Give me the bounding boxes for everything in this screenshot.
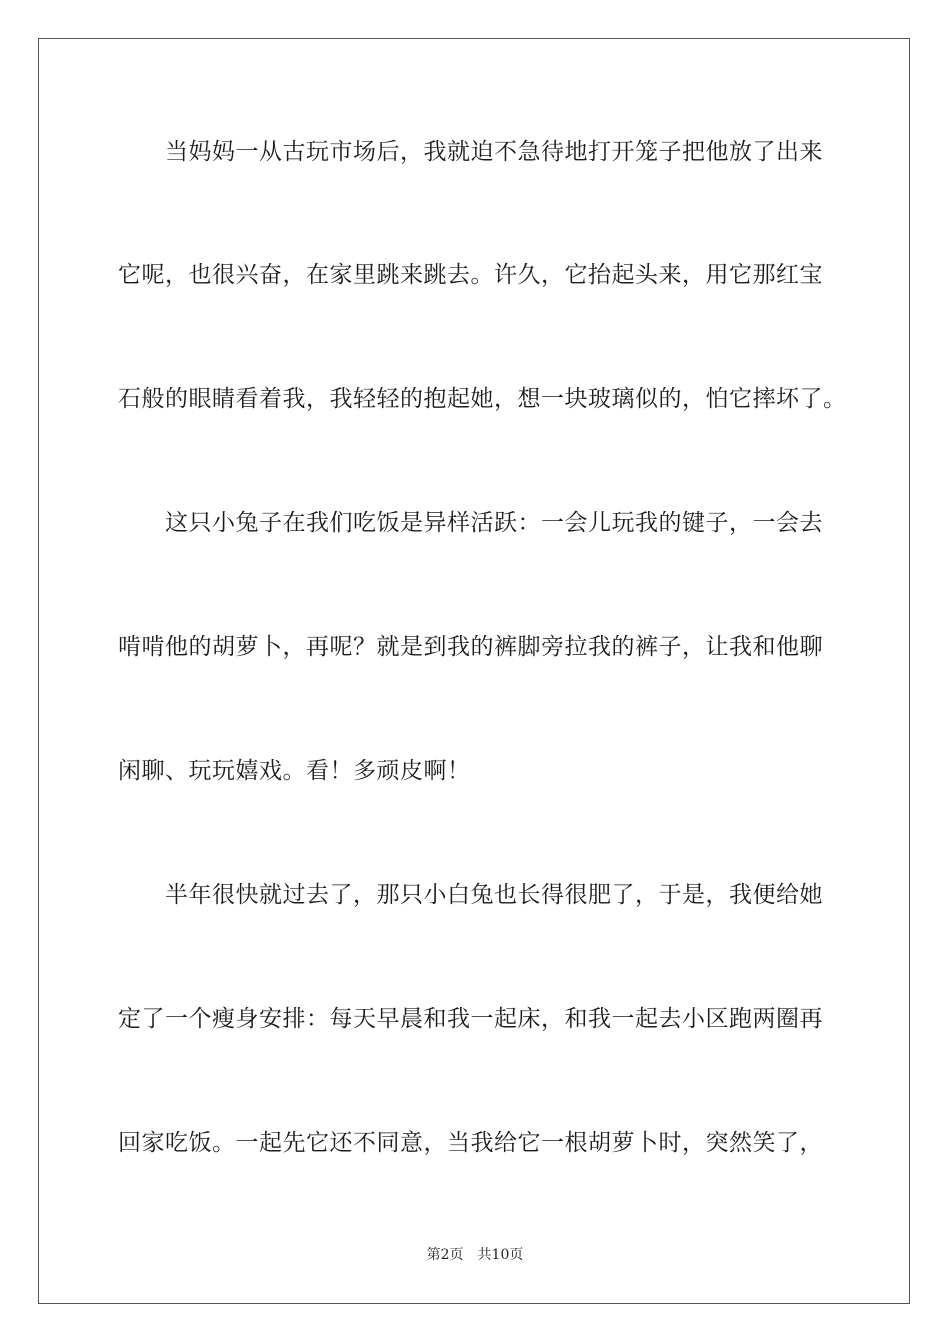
page-number: 第2页: [426, 1247, 464, 1263]
paragraph-line: 啃啃他的胡萝卜，再呢？就是到我的裤脚旁拉我的裤子，让我和他聊: [118, 634, 823, 660]
page-footer: [0, 1246, 950, 1264]
page-border: [38, 38, 910, 1304]
paragraph-line: 定了一个瘦身安排：每天早晨和我一起床，和我一起去小区跑两圈再: [118, 1006, 823, 1032]
paragraph-line: 这只小兔子在我们吃饭是异样活跃：一会儿玩我的键子，一会去: [165, 510, 823, 536]
paragraph-line: 回家吃饭。一起先它还不同意，当我给它一根胡萝卜时，突然笑了，: [118, 1130, 823, 1156]
paragraph-line: 闲聊、玩玩嬉戏。看！多顽皮啊！: [118, 758, 471, 784]
paragraph-line: 它呢，也很兴奋，在家里跳来跳去。许久，它抬起头来，用它那红宝: [118, 262, 823, 288]
paragraph-line: 石般的眼睛看着我，我轻轻的抱起她，想一块玻璃似的，怕它摔坏了。: [118, 386, 847, 412]
paragraph-line: 当妈妈一从古玩市场后，我就迫不急待地打开笼子把他放了出来: [165, 139, 823, 165]
page-total: 共10页: [477, 1247, 524, 1263]
paragraph-line: 半年很快就过去了，那只小白兔也长得很肥了，于是，我便给她: [165, 882, 823, 908]
